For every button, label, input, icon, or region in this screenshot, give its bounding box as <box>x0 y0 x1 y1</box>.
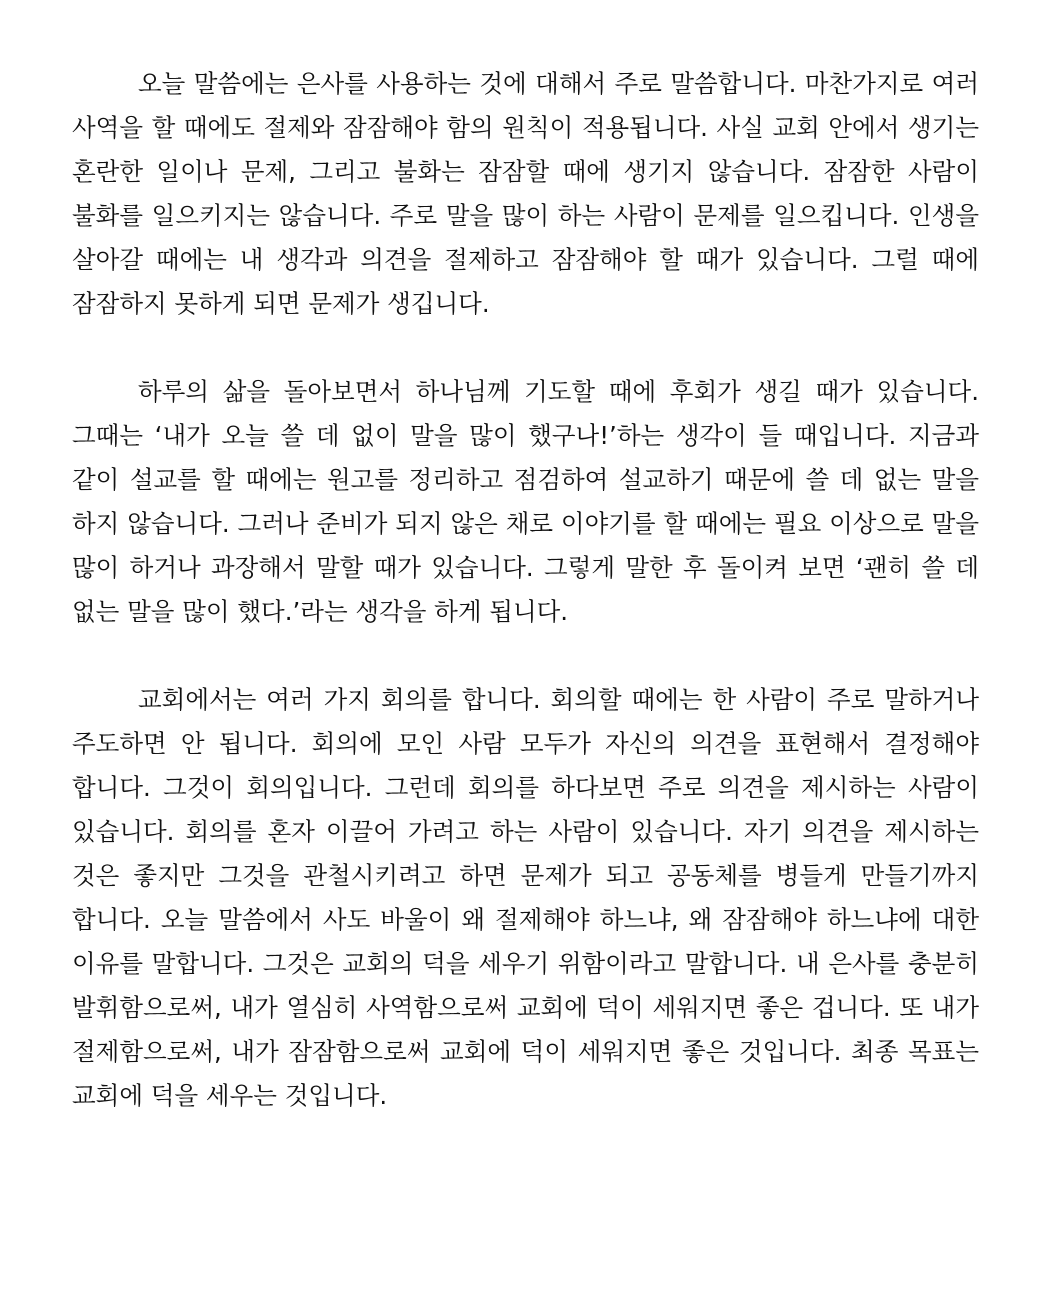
paragraph-1: 오늘 말씀에는 은사를 사용하는 것에 대해서 주로 말씀합니다. 마찬가지로 여러 사역을 할 때에도 절제와 잠잠해야 함의 원칙이 적용됩니다. 사실 교회 안에서 생기는 혼란한 일이나 문제, 그리고 불화는 잠잠할 때에 생기지 않습니다. 잠잠한 사람이 불화를 일으키지는 않습니다. 주로 말을 많이 하는 사람이 문제를 일으킵니다. 인생을 살아갈 때에는 내 생각과 의견을 절제하고 잠잠해야 할 때가 있습니다. 그럴 때에 잠잠하지 못하게 되면 문제가 생깁니다. <box>72 69 979 318</box>
paragraph-3: 교회에서는 여러 가지 회의를 합니다. 회의할 때에는 한 사람이 주로 말하거나 주도하면 안 됩니다. 회의에 모인 사람 모두가 자신의 의견을 표현해서 결정해야 합니다. 그것이 회의입니다. 그런데 회의를 하다보면 주로 의견을 제시하는 사람이 있습니다. 회의를 혼자 이끌어 가려고 하는 사람이 있습니다. 자기 의견을 제시하는 것은 좋지만 그것을 관철시키려고 하면 문제가 되고 공동체를 병들게 만들기까지 합니다. 오늘 말씀에서 사도 바울이 왜 절제해야 하느냐, 왜 잠잠해야 하느냐에 대한 이유를 말합니다. 그것은 교회의 덕을 세우기 위함이라고 말합니다. 내 은사를 충분히 발휘함으로써, 내가 열심히 사역함으로써 교회에 덕이 세워지면 좋은 겁니다. 또 내가 절제함으로써, 내가 잠잠함으로써 교회에 덕이 세워지면 좋은 것입니다. 최종 목표는 교회에 덕을 세우는 것입니다. <box>72 685 979 1110</box>
paragraph-2: 하루의 삶을 돌아보면서 하나님께 기도할 때에 후회가 생길 때가 있습니다. 그때는 ‘내가 오늘 쓸 데 없이 말을 많이 했구나!’하는 생각이 들 때입니다. 지금과 같이 설교를 할 때에는 원고를 정리하고 점검하여 설교하기 때문에 쓸 데 없는 말을 하지 않습니다. 그러나 준비가 되지 않은 채로 이야기를 할 때에는 필요 이상으로 말을 많이 하거나 과장해서 말할 때가 있습니다. 그렇게 말한 후 돌이켜 보면 ‘괜히 쓸 데 없는 말을 많이 했다.’라는 생각을 하게 됩니다. <box>72 377 979 626</box>
document-page <box>72 62 979 1118</box>
